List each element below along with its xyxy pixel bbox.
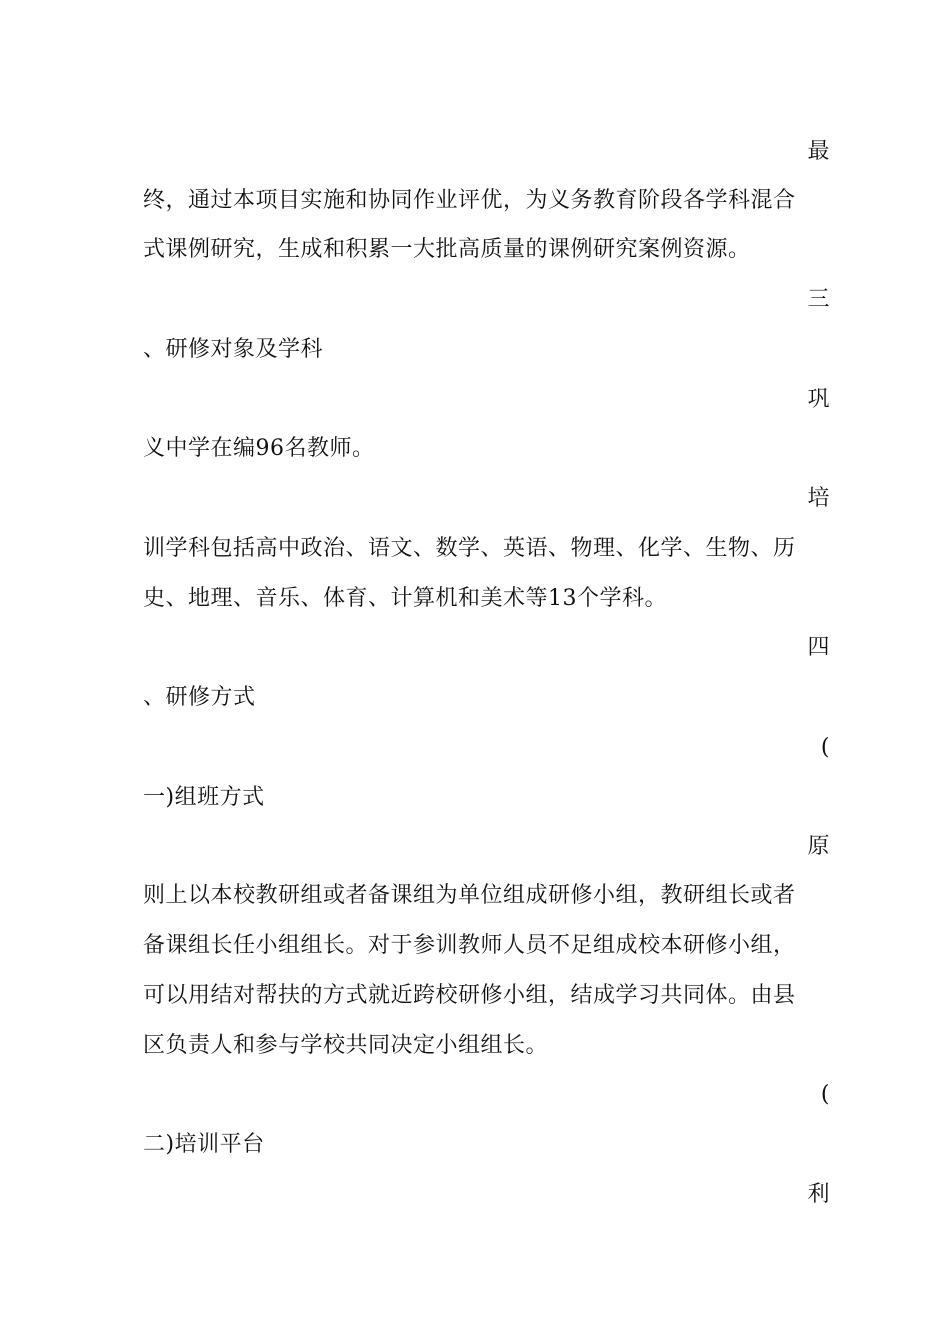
- text-line: 史、地理、音乐、体育、计算机和美术等13个学科。: [143, 586, 667, 611]
- text-line: 巩: [807, 387, 830, 412]
- section-heading: 、研修对象及学科: [143, 337, 324, 362]
- text-line: 利: [807, 1182, 830, 1207]
- text-line: 最: [807, 139, 830, 164]
- text-line: 终，通过本项目实施和协同作业评优，为义务教育阶段各学科混合: [143, 188, 796, 213]
- subsection-number: (: [820, 1082, 830, 1107]
- section-number: 四: [807, 635, 830, 660]
- subsection-heading: 二)培训平台: [143, 1132, 265, 1157]
- text-line: 则上以本校教研组或者备课组为单位组成研修小组，教研组长或者: [143, 883, 796, 908]
- section-number: 三: [807, 287, 830, 312]
- text-line: 可以用结对帮扶的方式就近跨校研修小组，结成学习共同体。由县: [143, 983, 796, 1008]
- text-line: 义中学在编96名教师。: [143, 436, 375, 461]
- text-line: 区负责人和参与学校共同决定小组组长。: [143, 1033, 549, 1058]
- section-heading: 、研修方式: [143, 685, 256, 710]
- text-line: 培: [807, 486, 830, 511]
- text-line: 式课例研究，生成和积累一大批高质量的课例研究案例资源。: [143, 237, 751, 262]
- text-line: 备课组长任小组组长。对于参训教师人员不足组成校本研修小组，: [143, 933, 796, 958]
- subsection-number: (: [820, 735, 830, 760]
- subsection-heading: 一)组班方式: [143, 785, 265, 810]
- text-line: 训学科包括高中政治、语文、数学、英语、物理、化学、生物、历: [143, 536, 796, 561]
- text-line: 原: [807, 834, 830, 859]
